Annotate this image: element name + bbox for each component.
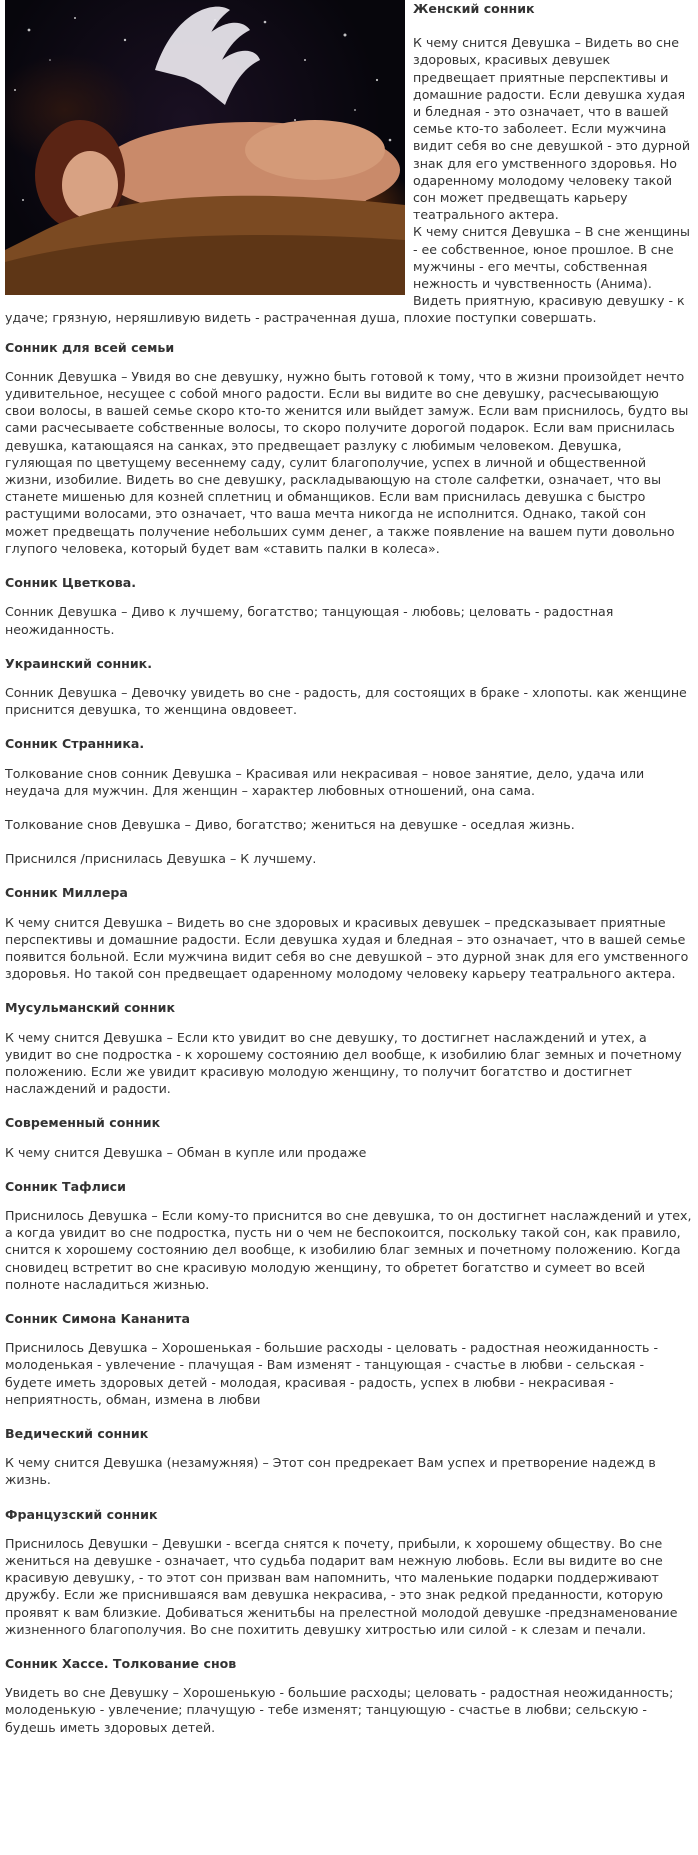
section-title: Сонник Симона Кананита: [5, 1310, 190, 1326]
dream-book-sections: [5, 339, 692, 1736]
section-paragraph: Сонник Девушка – Девочку увидеть во сне - радость, для состоящих в браке - хлопоты. как женщине приснится девушка, то женщина овдовеет.: [5, 684, 687, 718]
section-paragraph: К чему снится Девушка – В сне женщины - ее собственное, юное прошлое. В сне мужчины - его мечты, собственная нежность и чувственность (Анима). Видеть приятную, красивую девушку - к удаче; грязную, неряшливую видеть - растраченная душа, плохие поступки совершать.: [5, 224, 690, 326]
section-paragraph: К чему снится Девушка – Видеть во сне здоровых и красивых девушек – предсказывает приятные перспективы и домашние радости. Если девушка худая и бледная – это означает, что в вашей семье появится больной. Если мужчина видит себя во сне девушкой – это дурной знак для его умственного здоровья. Но такой сон предвещает одаренному молодому человеку карьеру театрального актера.: [5, 914, 689, 982]
section-paragraph: Приснилось Девушки – Девушки - всегда снятся к почету, прибыли, к хорошему обществу. Во сне жениться на девушке - означает, что судьба подарит вам нежную любовь. Если вы видите во сне красивую девушку, - то этот сон призван вам напомнить, что маленькие подарки поддерживают дружбу. Если же приснившаяся вам девушка некрасива, - это знак редкой преданности, которую проявят к вам близкие. Добиваться женитьбы на прелестной молодой девушке -предзнаменование жизненного благополучия. Во сне похитить девушку хитростью или силой - к слезам и печали.: [5, 1535, 678, 1637]
dream-book-section: [5, 1655, 692, 1736]
dream-book-section: [5, 1506, 692, 1638]
wing-shape: [155, 7, 260, 105]
dream-book-section: [5, 574, 692, 638]
dream-book-section: [5, 999, 692, 1097]
section-paragraph: К чему снится Девушка (незамужняя) – Этот сон предрекает Вам успех и претворение надежд в жизнь.: [5, 1455, 656, 1488]
section-title: Украинский сонник.: [5, 655, 153, 671]
sleeping-girl-image: [5, 0, 405, 295]
section-title: Сонник Миллера: [5, 885, 128, 901]
section-title: Ведический сонник: [5, 1426, 149, 1441]
section-title: Современный сонник: [5, 1115, 161, 1131]
section-paragraph: Приснилось Девушка – Если кому-то приснится во сне девушка, то он достигнет наслаждений и утех, а когда увидит во сне подростка, пусть ни о чем не беспокоится, поскольку такой сон, как правило, снится к хорошему состоянию дел вообще, к изобилию благ земных и почетному положению. Когда сновидец встретит во сне красивую молодую женщину, то обретет богатство и сумеет во всей полноте насладиться жизнью.: [5, 1207, 692, 1292]
sleeping-girl-illustration: [5, 0, 405, 295]
section-title: Женский сонник: [413, 1, 535, 16]
section-paragraph: Сонник Девушка – Диво к лучшему, богатство; танцующая - любовь; целовать - радостная неожиданность.: [5, 604, 614, 637]
section-paragraph: Приснился /приснилась Девушка – К лучшему.: [5, 851, 317, 867]
dream-book-section: [5, 1310, 692, 1408]
section-paragraph: К чему снится Девушка – Видеть во сне здоровых, красивых девушек предвещает приятные перспективы и домашние радости. Если девушка худая и бледная - это означает, что в вашей семье кто-то заболеет. Если мужчина видит себя во сне девушкой - это дурной знак для его умственного здоровья. Но одаренному молодому человеку такой сон может предвещать карьеру театрального актера.: [413, 35, 691, 223]
section-title: Сонник Странника.: [5, 736, 145, 752]
section-title: Сонник Тафлиси: [5, 1178, 126, 1194]
section-title: Сонник для всей семьи: [5, 339, 175, 355]
dream-book-section: [5, 884, 692, 982]
dream-book-section: [5, 735, 692, 867]
section-paragraph: Приснилось Девушка – Хорошенькая - большие расходы - целовать - радостная неожиданность - молоденькая - увлечение - плачущая - Вам изменят - танцующая - счастье в любви - сельская - будете иметь здоровых детей - молодая, красивая - радость, успех в любви - некрасивая - неприятность, обман, измена в любви: [5, 1340, 658, 1407]
section-paragraph: Увидеть во сне Девушку – Хорошенькую - большие расходы; целовать - радостная неожиданность; молоденькую - увлечение; плачущую - тебе изменят; танцующую - счастье в любви; сельскую - будешь иметь здоровых детей.: [5, 1685, 674, 1735]
section-title: Французский сонник: [5, 1506, 158, 1522]
section-paragraph: Толкование снов Девушка – Диво, богатство; жениться на девушке - оседлая жизнь.: [5, 816, 575, 832]
section-title: Сонник Цветкова.: [5, 575, 136, 591]
dream-book-section: [5, 339, 692, 557]
section-title: Мусульманский сонник: [5, 1000, 176, 1016]
section-paragraph: К чему снится Девушка – Если кто увидит во сне девушку, то достигнет наслаждений и утех, а увидит во сне подростка - к хорошему состоянию дел вообще, к изобилию благ земных и почетному положению. Если же увидит красивую молодую женщину, то получит богатство и достигнет наслаждений и радости.: [5, 1029, 682, 1097]
dream-book-section: [5, 655, 692, 719]
dream-book-section: [5, 1114, 692, 1160]
dream-book-section: [5, 1178, 692, 1293]
section-paragraph: К чему снится Девушка – Обман в купле или продаже: [5, 1144, 367, 1160]
section-paragraph: Сонник Девушка – Увидя во сне девушку, нужно быть готовой к тому, что в жизни произойдет нечто удивительное, несущее с собой много радости. Если вы видите во сне девушку, расчесывающую свои волосы, в вашей семье скоро кто-то женится или выйдет замуж. Если вам приснилось, будто вы сами расчесываете собственные волосы, то скоро получите дорогой подарок. Если вам приснилась девушка, катающаяся на санках, это предвещает разлуку с любимым человеком. Девушка, гуляющая по цветущему весеннему саду, сулит благополучие, успех в личной и общественной жизни, изобилие. Видеть во сне девушку, раскладывающую на столе салфетки, означает, что вы станете мишенью для козней сплетниц и обманщиков. Если вам приснилась девушка с быстро растущими волосами, это означает, что ваша мечта никогда не исполнится. Однако, такой сон может предвещать получение небольших сумм денег, а также появление на вашем пути довольно глупого человека, который будет вам «ставить палки в колеса».: [5, 368, 689, 556]
dream-book-section: [5, 1425, 692, 1489]
section-title: Сонник Хассе. Толкование снов: [5, 1656, 237, 1672]
section-paragraph: Толкование снов сонник Девушка – Красивая или некрасивая – новое занятие, дело, удача или неудача для мужчин. Для женщин – характер любовных отношений, она сама.: [5, 765, 645, 798]
